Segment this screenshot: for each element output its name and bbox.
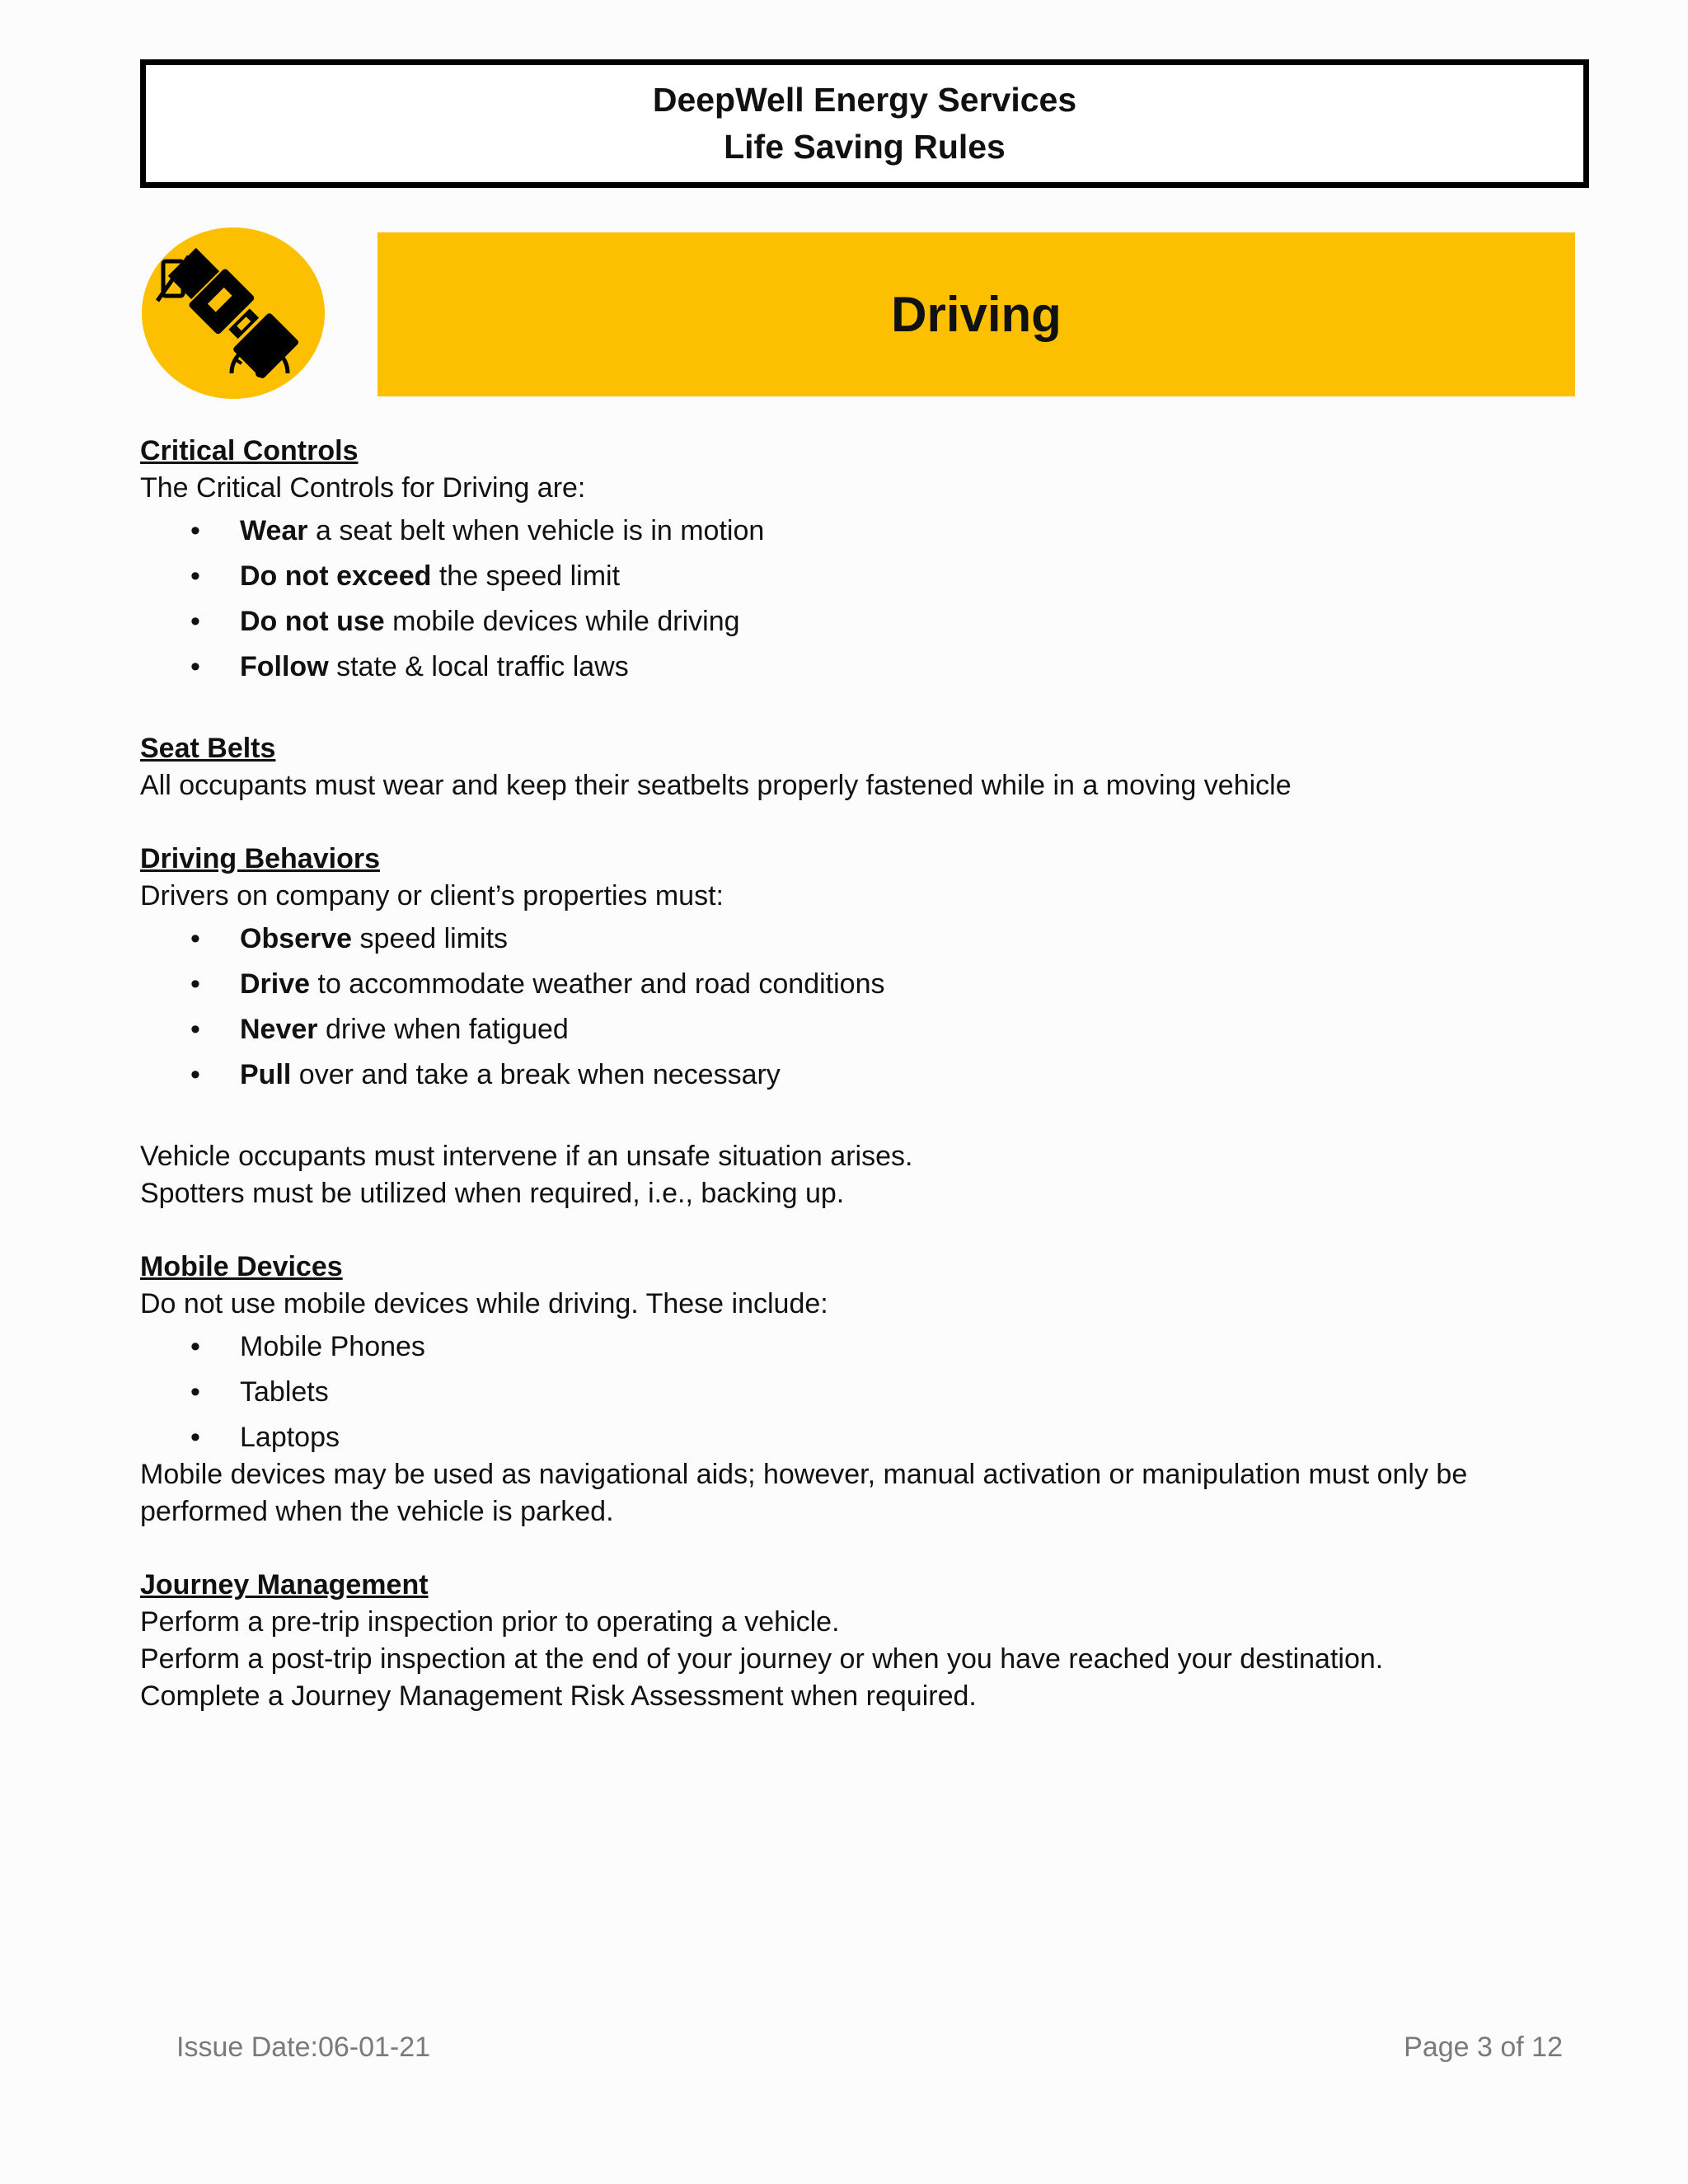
seat-belts-heading: Seat Belts <box>140 733 276 764</box>
list-item: • Mobile Phones <box>140 1329 1591 1366</box>
risk-assessment-line: Complete a Journey Management Risk Assessment when required. <box>140 1680 977 1712</box>
mobile-devices-list <box>140 1329 1591 1456</box>
list-item: • Observe speed limits <box>140 921 1591 958</box>
mobile-devices-heading: Mobile Devices <box>140 1251 343 1282</box>
list-item: • Drive to accommodate weather and road conditions <box>140 966 1591 1003</box>
driving-behaviors-heading: Driving Behaviors <box>140 843 380 874</box>
document-body <box>140 433 1591 1715</box>
list-item: • Follow state & local traffic laws <box>140 649 1591 686</box>
pre-trip-line: Perform a pre-trip inspection prior to operating a vehicle. <box>140 1606 840 1638</box>
section-title-banner <box>377 232 1575 396</box>
list-item: • Wear a seat belt when vehicle is in motion <box>140 513 1591 550</box>
intervene-note: Vehicle occupants must intervene if an unsafe situation arises. <box>140 1141 913 1172</box>
list-item: • Never drive when fatigued <box>140 1011 1591 1048</box>
seatbelt-no-phone-speedometer-icon <box>141 227 326 400</box>
page-title: Driving <box>891 287 1062 342</box>
seat-belts-text: All occupants must wear and keep their seatbelts properly fastened while in a moving vehicle <box>140 770 1292 801</box>
journey-management-heading: Journey Management <box>140 1569 429 1601</box>
driving-behaviors-list <box>140 921 1591 1094</box>
spotters-note: Spotters must be utilized when required, i.e., backing up. <box>140 1178 845 1209</box>
list-item: • Do not exceed the speed limit <box>140 558 1591 595</box>
critical-controls-list <box>140 513 1591 686</box>
list-item: • Pull over and take a break when necessary <box>140 1057 1591 1094</box>
company-name: DeepWell Energy Services <box>652 81 1077 119</box>
document-header <box>140 59 1589 188</box>
issue-date: Issue Date:06-01-21 <box>176 2032 431 2063</box>
page-number: Page 3 of 12 <box>1404 2032 1563 2063</box>
list-item: • Tablets <box>140 1374 1591 1411</box>
mobile-devices-intro: Do not use mobile devices while driving. These include: <box>140 1288 828 1319</box>
document-subtitle: Life Saving Rules <box>724 128 1006 166</box>
list-item: • Do not use mobile devices while driving <box>140 603 1591 640</box>
driving-behaviors-intro: Drivers on company or client’s properties must: <box>140 880 724 912</box>
mobile-devices-note: Mobile devices may be used as navigational aids; however, manual activation or manipulation must only be performed when the vehicle is parked. <box>140 1459 1468 1527</box>
list-item: • Laptops <box>140 1419 1591 1456</box>
critical-controls-heading: Critical Controls <box>140 435 359 466</box>
post-trip-line: Perform a post-trip inspection at the end of your journey or when you have reached your destination. <box>140 1643 1384 1675</box>
critical-controls-intro: The Critical Controls for Driving are: <box>140 472 586 504</box>
